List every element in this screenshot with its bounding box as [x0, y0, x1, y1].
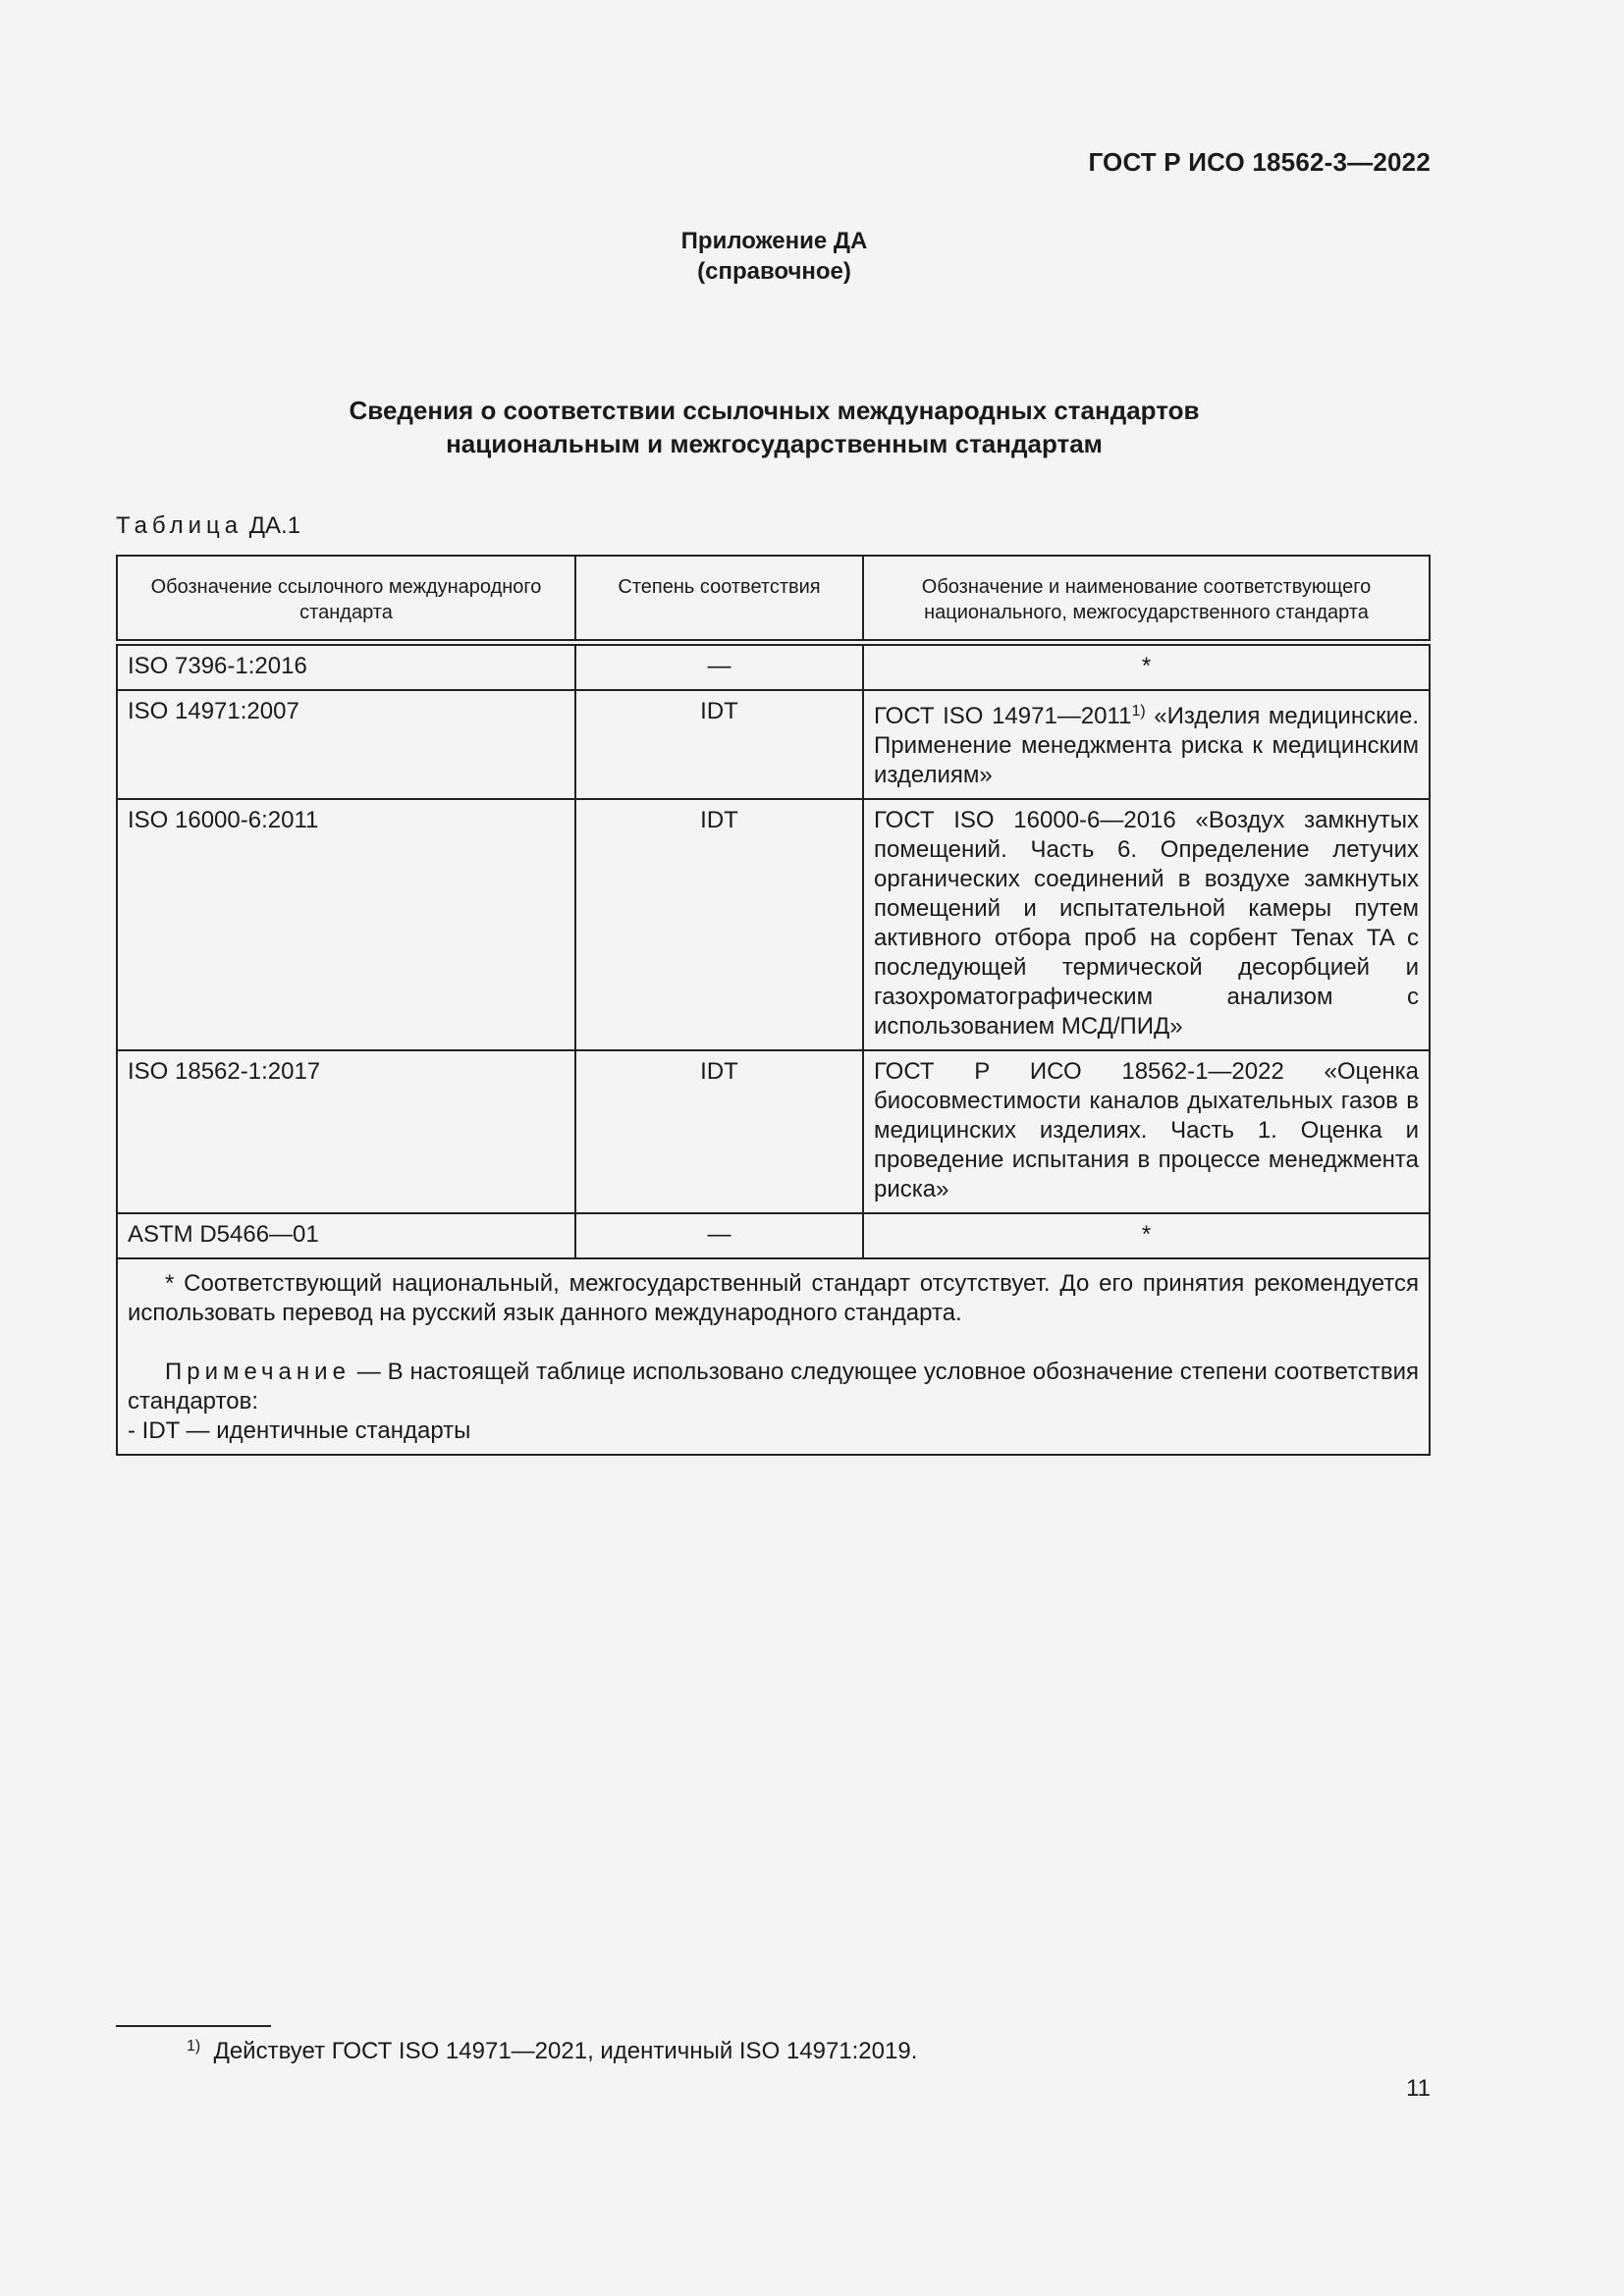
table-notes-row — [117, 1258, 1430, 1455]
page-footnote — [187, 2032, 917, 2066]
footnote-marker: 1) — [187, 2038, 201, 2055]
cell-national: ГОСТ ISO 16000-6—2016 «Воздух замкнутых помещений. Часть 6. Определение летучих органических соединений в воздухе замкнутых помещений и испытательной камеры путем активного отбора проб на сорбент Tenax TA с последующей термической десорбцией и газохроматографическим анализом с использованием МСД/ПИД» — [863, 799, 1430, 1050]
footnote-text: Действует ГОСТ ISO 14971—2021, идентичный ISO 14971:2019. — [213, 2038, 918, 2064]
cell-national-title: «Изделия медицинские. Применение менеджмента риска к медицинским изделиям» — [874, 703, 1419, 788]
cell-standard: ISO 16000-6:2011 — [117, 799, 575, 1050]
header-degree: Степень соответствия — [575, 556, 863, 643]
table-header-row — [117, 556, 1430, 643]
cell-standard: ISO 14971:2007 — [117, 690, 575, 799]
table-row — [117, 643, 1430, 691]
cell-degree: IDT — [575, 799, 863, 1050]
star-footnote: * Соответствующий национальный, межгосударственный стандарт отсутствует. До его принятия рекомендуется использовать перевод на русский язык данного международного стандарта. — [128, 1270, 1419, 1326]
table-caption-number: ДА.1 — [248, 512, 301, 539]
table-caption — [116, 512, 300, 540]
annex-subtitle: (справочное) — [697, 258, 851, 285]
note-label: Примечание — [165, 1359, 351, 1385]
header-international-standard: Обозначение ссылочного международного стандарта — [117, 556, 575, 643]
note-list-item: - IDT — идентичные стандарты — [128, 1417, 471, 1444]
table-note — [128, 1358, 1419, 1416]
cell-national-designation: ГОСТ ISO 14971—2011 — [874, 703, 1132, 729]
table-row — [117, 1050, 1430, 1213]
cell-degree: — — [575, 1213, 863, 1258]
section-title — [0, 394, 1548, 460]
annex-title: Приложение ДА — [680, 228, 868, 254]
table-row — [117, 799, 1430, 1050]
cell-degree: IDT — [575, 1050, 863, 1213]
table-row — [117, 1213, 1430, 1258]
page-number: 11 — [1406, 2075, 1431, 2102]
document-code: ГОСТ Р ИСО 18562-3—2022 — [1088, 147, 1431, 177]
footnote-separator — [116, 2025, 271, 2027]
cell-national: * — [863, 1213, 1430, 1258]
table-row — [117, 690, 1430, 799]
cell-national: * — [863, 643, 1430, 691]
cell-standard: ASTM D5466—01 — [117, 1213, 575, 1258]
header-national-standard: Обозначение и наименование соответствующего национального, межгосударственного стандарта — [863, 556, 1430, 643]
cell-national: ГОСТ Р ИСО 18562-1—2022 «Оценка биосовместимости каналов дыхательных газов в медицинских изделиях. Часть 1. Оценка и проведение испытания в процессе менеджмента риска» — [863, 1050, 1430, 1213]
section-title-line-1: Сведения о соответствии ссылочных международных стандартов — [349, 396, 1200, 425]
cell-standard: ISO 18562-1:2017 — [117, 1050, 575, 1213]
footnote-reference: 1) — [1131, 703, 1146, 720]
cell-standard: ISO 7396-1:2016 — [117, 643, 575, 691]
section-title-line-2: национальным и межгосударственным стандартам — [446, 429, 1103, 458]
table-notes — [117, 1258, 1430, 1455]
cell-national — [863, 690, 1430, 799]
annex-heading — [0, 226, 1548, 287]
cell-degree: IDT — [575, 690, 863, 799]
note-text: — В настоящей таблице использовано следующее условное обозначение степени соответствия стандартов: — [128, 1359, 1419, 1415]
correspondence-table — [116, 555, 1431, 1456]
cell-degree: — — [575, 643, 863, 691]
table-caption-word: Таблица — [116, 512, 244, 539]
